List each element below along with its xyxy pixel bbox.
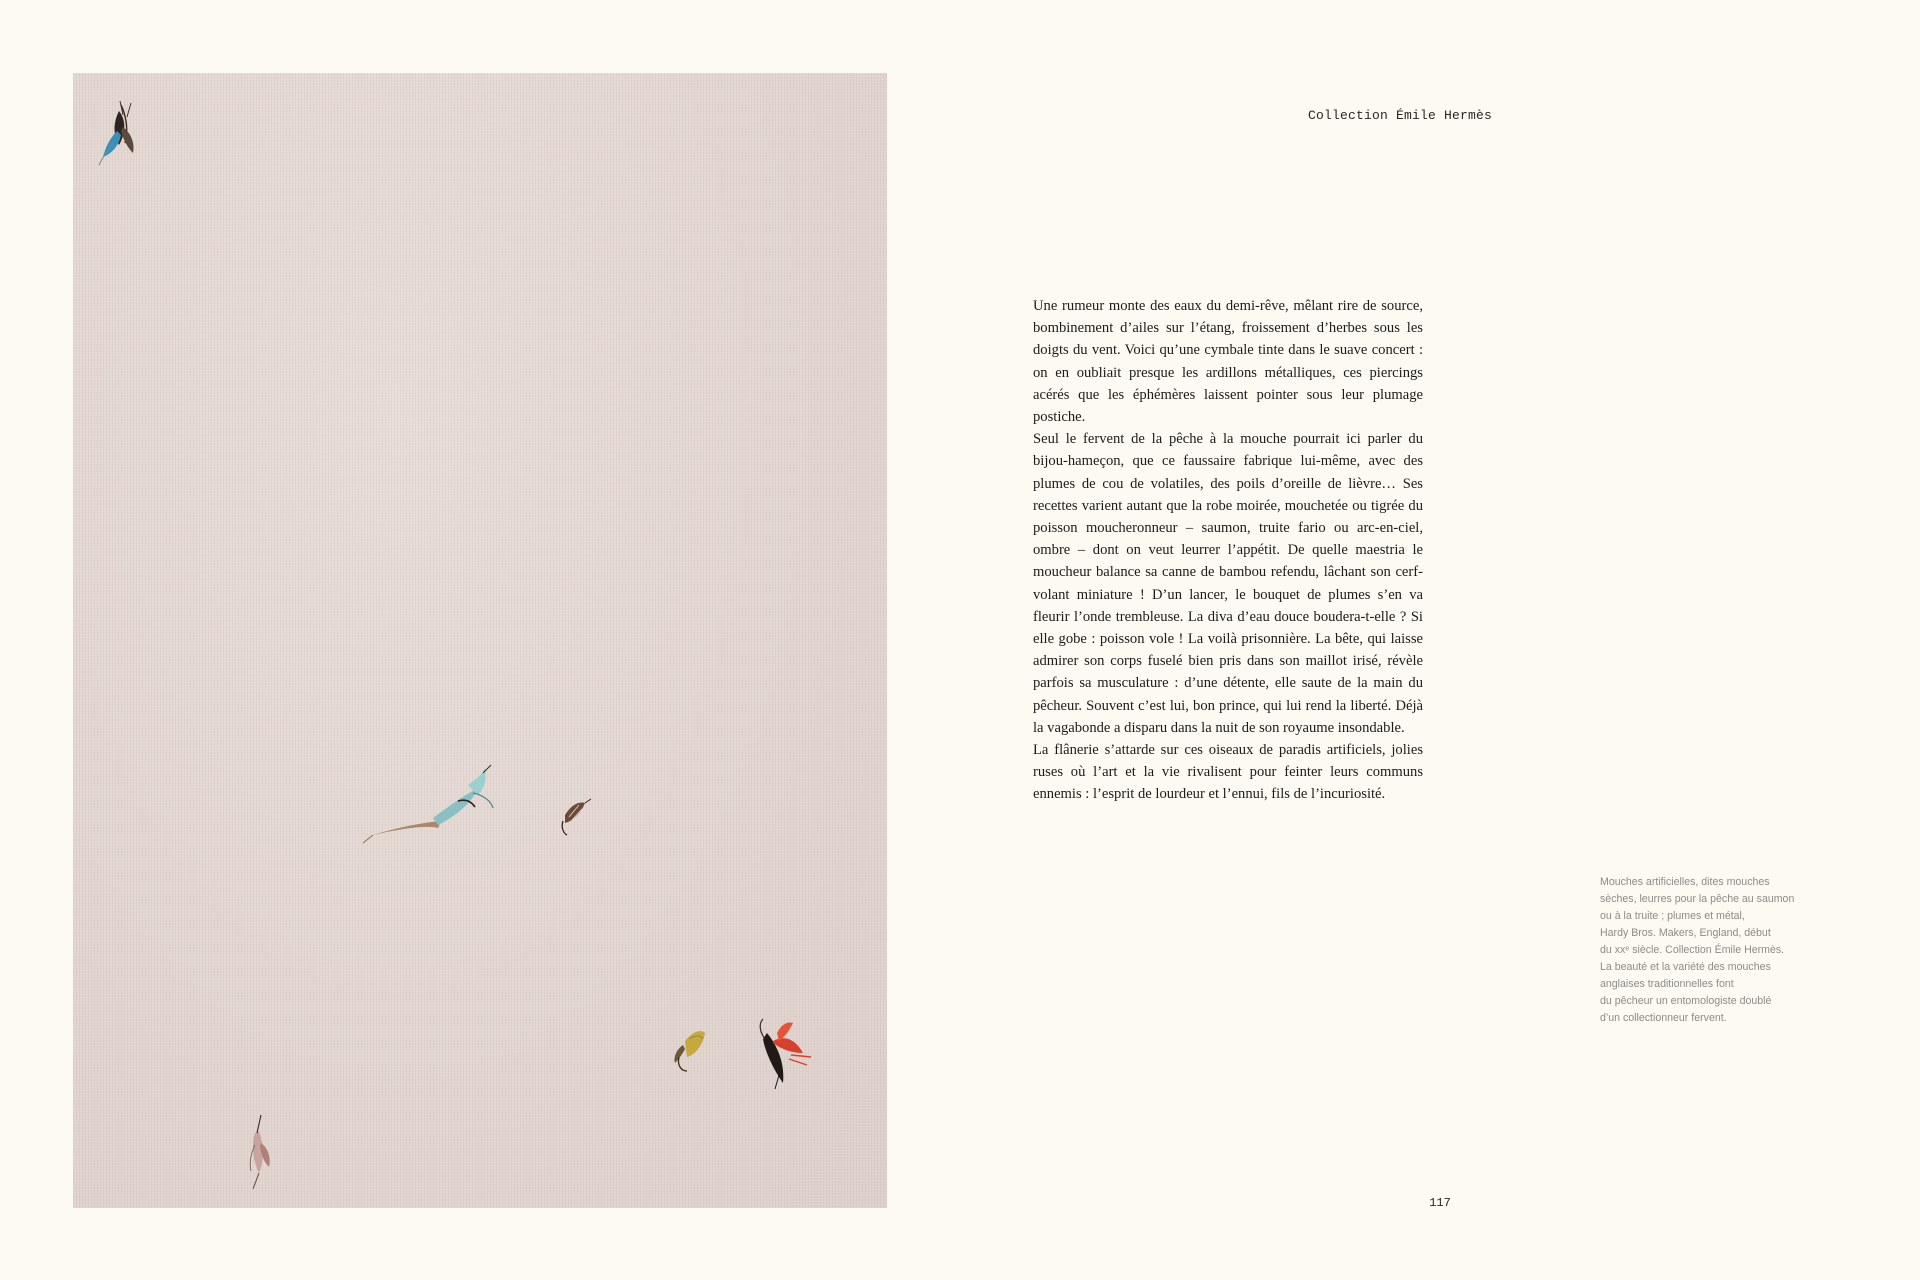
caption-line: du pêcheur un entomologiste doublé [1600,995,1772,1007]
fly-lure-red-icon [760,1019,811,1089]
caption-line: Mouches artificielles, dites mouches [1600,876,1770,888]
fly-lure-pink-icon [250,1115,270,1189]
fly-lure-teal-long-icon [363,765,493,843]
caption-line: du xxᵉ siècle. Collection Émile Hermès. [1600,944,1785,956]
fly-lure-blue-icon [99,101,134,165]
caption-line: La beauté et la variété des mouches [1600,961,1771,973]
fly-lure-yellow-icon [674,1031,705,1071]
essay-text [1033,295,1423,806]
caption-line: d’un collectionneur fervent. [1600,1012,1727,1024]
caption-line: sèches, leurres pour la pêche au saumon [1600,893,1795,905]
fly-lures-illustration [73,73,887,1208]
caption-line: Hardy Bros. Makers, England, début [1600,927,1771,939]
fly-lure-brown-small-icon [562,799,591,835]
caption-line: anglaises traditionnelles font [1600,978,1734,990]
linen-photo [73,73,887,1208]
running-title: Collection Émile Hermès [1307,108,1493,123]
page-number: 117 [1429,1196,1451,1210]
caption-line: ou à la truite ; plumes et métal, [1600,910,1745,922]
paragraph: Une rumeur monte des eaux du demi-rêve, mêlant rire de source, bombinement d’ailes sur l’étang, froissement d’herbes sous les doigts du vent. Voici qu’une cymbale tinte dans le suave concert : on en oubliait presque les ardillons métalliques, ces piercings acérés que les éphémères laissent pointer sous leur plumage postiche. [1033,298,1423,426]
paragraph: La flânerie s’attarde sur ces oiseaux de paradis artificiels, jolies ruses où l’art et la vie rivalisent pour feinter leurs communs ennemis : l’esprit de lourdeur et l’ennui, fils de l’incuriosité. [1033,742,1423,803]
paragraph: Seul le fervent de la pêche à la mouche pourrait ici parler du bijou-hameçon, que ce faussaire fabrique lui-même, avec des plumes de cou de volatiles, des poils d’oreille de lièvre… Ses recettes varient autant que la robe moirée, mouchetée ou tigrée du poisson moucheronneur – saumon, truite fario ou arc-en-ciel, ombre – dont on veut leurrer l’appétit. De quelle maestria le moucheur balance sa canne de bambou refendu, lâchant son cerf-volant miniature ! D’un lancer, le bouquet de plumes s’en va fleurir l’onde trembleuse. La diva d’eau douce boudera-t-elle ? Si elle gobe : poisson vole ! La voilà prisonnière. La bête, qui laisse admirer son corps fuselé bien pris dans son maillot irisé, révèle parfois sa musculature : d’une détente, elle saute de la main du pêcheur. Souvent c’est lui, bon prince, qui lui rend la liberté. Déjà la vagabonde a disparu dans la nuit de son royaume insondable. [1033,431,1423,736]
photo-caption [1600,874,1830,1027]
